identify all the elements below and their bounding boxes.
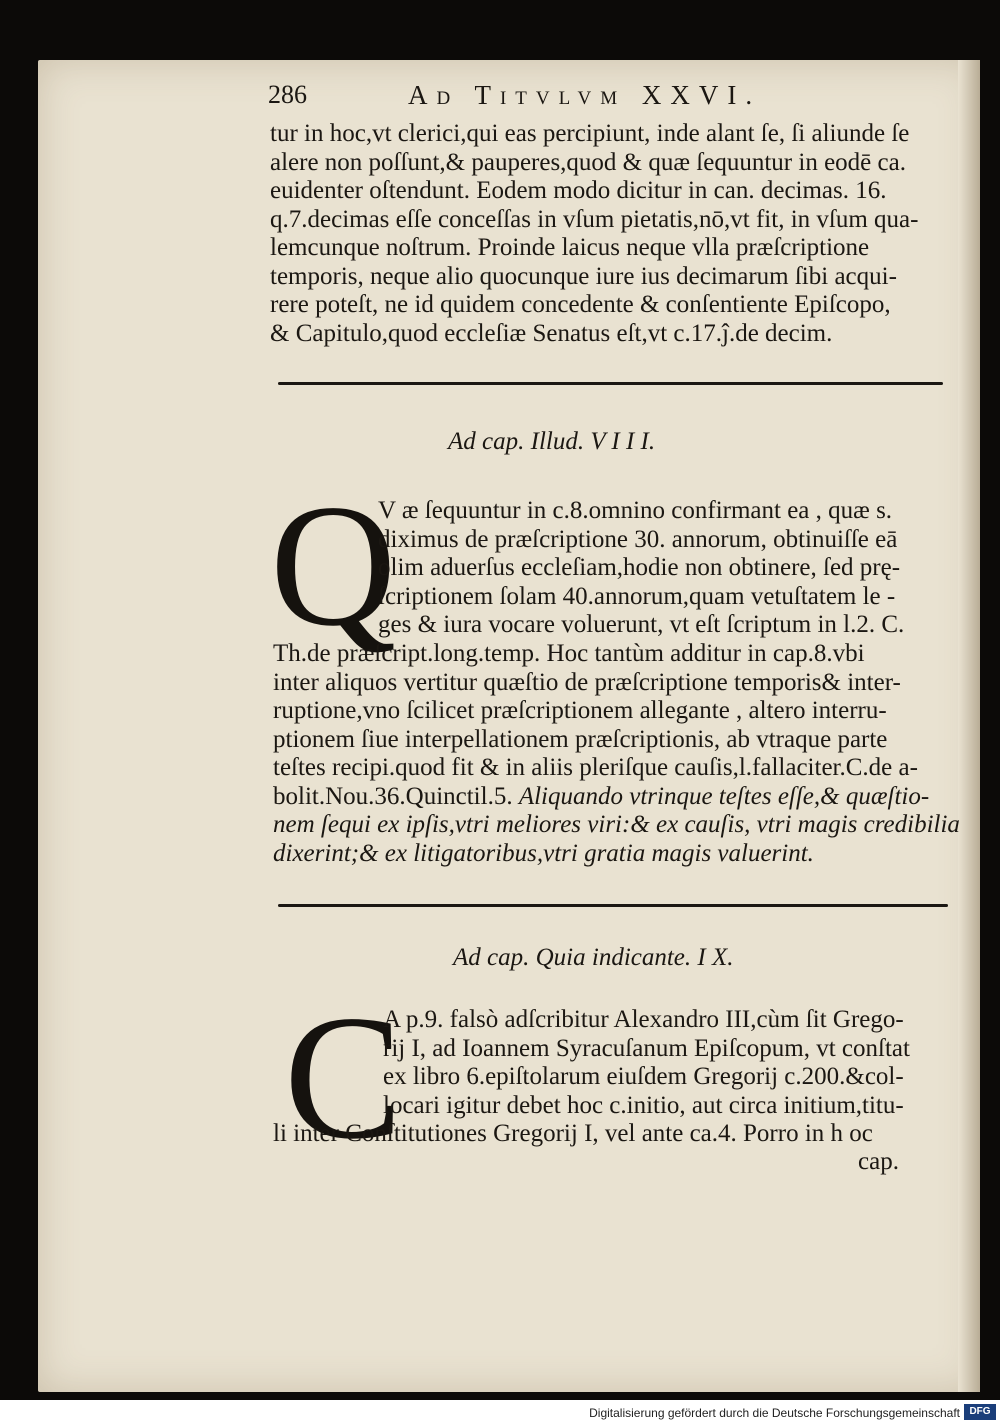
paragraph-body bbox=[273, 1120, 963, 1149]
drop-cap-c: C bbox=[284, 978, 403, 1176]
text-line: rij I, ad Ioannem Syracuſanum Epiſcopum, vt conſtat bbox=[383, 1034, 910, 1062]
paragraph-beside-dropcap bbox=[378, 497, 968, 640]
page-header bbox=[268, 80, 968, 116]
text-line: temporis, neque alio quocunque iure ius decimarum ſibi acqui- bbox=[270, 262, 897, 290]
text-line: & Capitulo,quod eccleſiæ Senatus eſt,vt c.17.ĵ.de decim. bbox=[270, 319, 833, 347]
text-line: teſtes recipi.quod fit & in aliis pleriſque cauſis,l.fallaciter.C.de a- bbox=[273, 754, 918, 781]
text-line: li inter Conſtitutiones Gregorij I, vel ante ca.4. Porro in h oc bbox=[273, 1120, 873, 1147]
text-line: diximus de præſcriptione 30. annorum, obtinuiſſe eā bbox=[378, 525, 898, 553]
drop-cap-q: Q bbox=[270, 468, 397, 662]
text-line: Th.de præſcript.long.temp. Hoc tantùm additur in cap.8.vbi bbox=[273, 640, 865, 667]
section-divider-rule bbox=[278, 904, 948, 907]
running-title: Ad Titvlvm XXVI. bbox=[408, 80, 762, 110]
text-line: ruptione,vno ſcilicet præſcriptionem allegante , altero interru- bbox=[273, 697, 887, 724]
text-line: q.7.decimas eſſe conceſſas in vſum pietatis,nō,vt fit, in vſum qua- bbox=[270, 205, 919, 233]
book-page bbox=[38, 60, 980, 1392]
text-line: A p.9. falsò adſcribitur Alexandro III,cùm ſit Grego- bbox=[383, 1006, 904, 1033]
dfg-logo-icon: DFG bbox=[964, 1404, 996, 1420]
text-line: alere non poſſunt,& pauperes,quod & quæ ſequuntur in eodē ca. bbox=[270, 148, 906, 176]
text-line: locari igitur debet hoc c.initio, aut circa initium,titu- bbox=[383, 1091, 904, 1119]
paragraph-beside-dropcap bbox=[383, 1006, 963, 1120]
digitization-footer bbox=[0, 1400, 1000, 1426]
text-line: ges & iura vocare voluerunt, vt eſt ſcriptum in l.2. C. bbox=[378, 611, 905, 638]
text-line: euidenter oſtendunt. Eodem modo dicitur in can. decimas. 16. bbox=[270, 177, 887, 204]
text-line: V æ ſequuntur in c.8.omnino confirmant ea , quæ s. bbox=[378, 497, 893, 524]
page-number: 286 bbox=[268, 80, 307, 109]
text-line: ſcriptionem ſolam 40.annorum,quam vetuſtatem le - bbox=[378, 582, 896, 610]
paragraph-continuation bbox=[270, 120, 950, 348]
text-segment: bolit.Nou.36.Quinctil.5. bbox=[273, 782, 513, 810]
quotation-line: dixerint;& ex litigatoribus,vtri gratia magis valuerint. bbox=[273, 839, 814, 867]
catchword: cap. bbox=[858, 1148, 899, 1175]
section-heading-ix: Ad cap. Quia indicante. I X. bbox=[453, 944, 734, 971]
section-divider-rule bbox=[278, 382, 943, 385]
text-line: olim aduerſus eccleſiam,hodie non obtinere, ſed prę- bbox=[378, 554, 901, 581]
text-line bbox=[273, 783, 973, 812]
section-heading-viii: Ad cap. Illud. V I I I. bbox=[448, 428, 656, 455]
text-line: inter aliquos vertitur quæſtio de præſcriptione temporis& inter- bbox=[273, 668, 901, 696]
text-line: rere poteſt, ne id quidem concedente & conſentiente Epiſcopo, bbox=[270, 291, 891, 318]
text-line: tur in hoc,vt clerici,qui eas percipiunt, inde alant ſe, ſi aliunde ſe bbox=[270, 120, 910, 147]
text-line: lemcunque noſtrum. Proinde laicus neque vlla præſcriptione bbox=[270, 234, 870, 261]
text-line: ptionem ſiue interpellationem præſcriptionis, ab vtraque parte bbox=[273, 725, 888, 753]
quotation-line: nem ſequi ex ipſis,vtri meliores viri:& ex cauſis, vtri magis credibilia bbox=[273, 811, 960, 838]
text-line: ex libro 6.epiſtolarum eiuſdem Gregorij c.200.&col- bbox=[383, 1063, 904, 1090]
quotation-italic: Aliquando vtrinque teſtes eſſe,& quæſtio- bbox=[518, 782, 930, 810]
funding-credit: Digitalisierung gefördert durch die Deutsche Forschungsgemeinschaft bbox=[589, 1406, 960, 1420]
paragraph-body bbox=[273, 640, 973, 868]
